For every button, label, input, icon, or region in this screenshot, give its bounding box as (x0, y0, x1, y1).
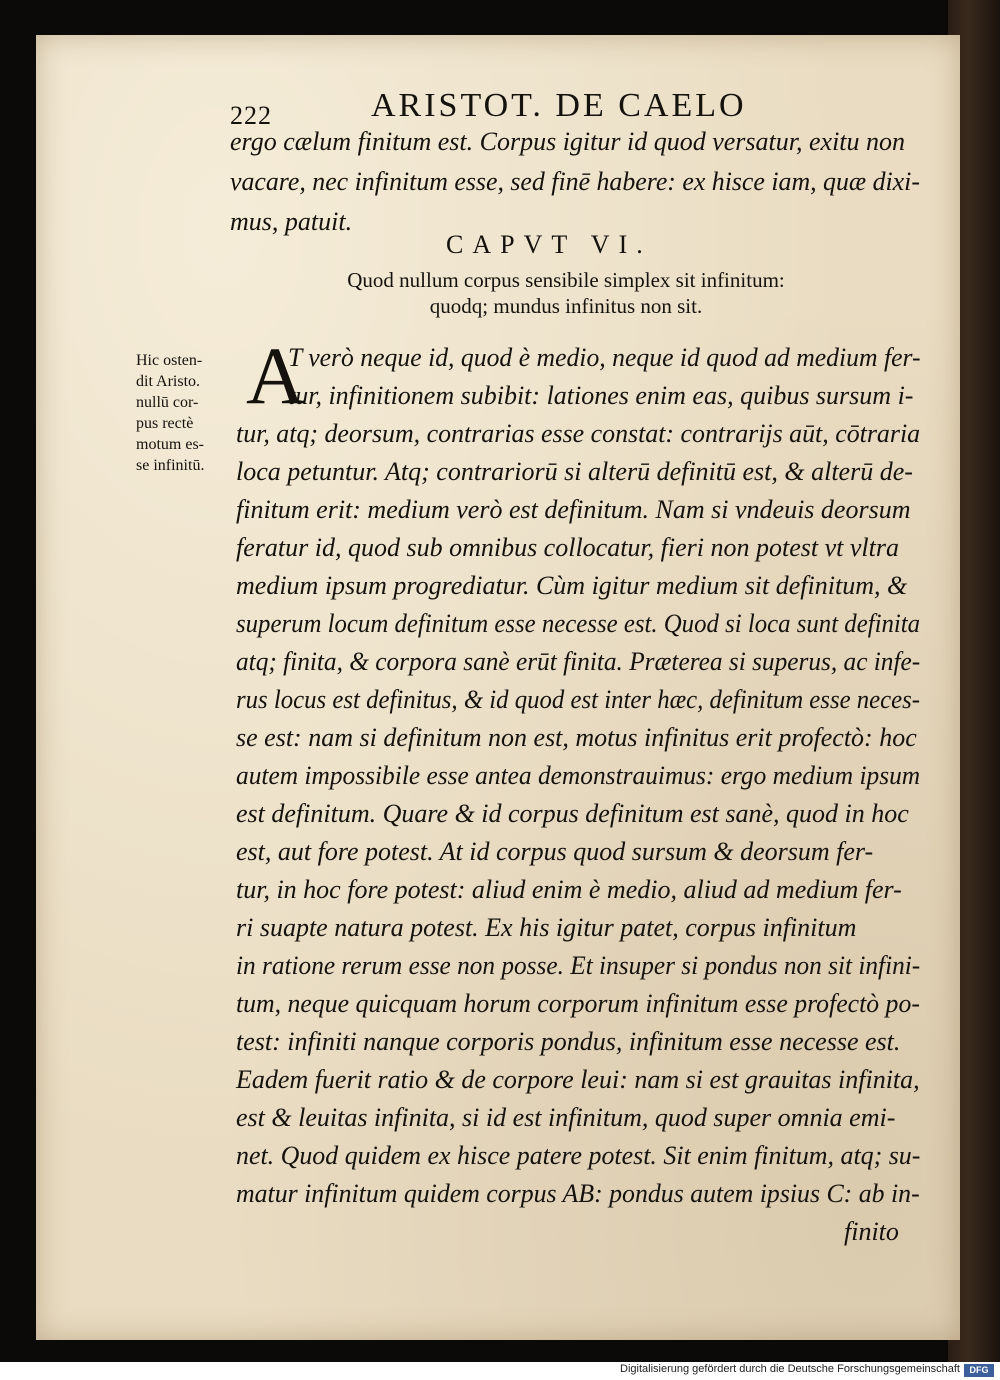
intro-line: vacare, nec infinitum esse, sed finē habere: ex hisce iam, quæ dixi- (230, 167, 920, 196)
body-line: autem impossibile esse antea demonstrauimus: ergo medium ipsum (236, 761, 921, 790)
margin-note-line: motum es- (136, 436, 204, 453)
body-line: medium ipsum progrediatur. Cùm igitur medium sit definitum, & (236, 571, 908, 600)
intro-line: mus, patuit. (230, 207, 353, 236)
margin-note-line: dit Aristo. (136, 373, 201, 390)
dfg-logo: DFG (964, 1364, 994, 1377)
intro-line: ergo cælum finitum est. Corpus igitur id quod versatur, exitu non (230, 127, 906, 156)
body-line: est, aut fore potest. At id corpus quod sursum & deorsum fer- (236, 837, 874, 866)
body-line: rus locus est definitus, & id quod est inter hæc, definitum esse neces- (236, 685, 921, 714)
chapter-summary-line: quodq; mundus infinitus non sit. (429, 294, 703, 318)
page-number: 222 (230, 101, 272, 130)
margin-note-line: pus rectè (136, 415, 194, 432)
body-line: matur infinitum quidem corpus AB: pondus autem ipsius C: ab in- (236, 1179, 920, 1208)
body-line: T verò neque id, quod è medio, neque id quod ad medium fer- (288, 343, 921, 372)
running-head: ARISTOT. DE CAELO (371, 87, 747, 124)
chapter-summary-line: Quod nullum corpus sensibile simplex sit infinitum: (347, 268, 785, 292)
body-line: est definitum. Quare & id corpus definitum est sanè, quod in hoc (236, 799, 909, 828)
catchword: finito (844, 1217, 899, 1246)
body-line: tur, infinitionem subibit: lationes enim eas, quibus sursum i- (288, 381, 914, 410)
chapter-heading: CAPVT VI. (446, 230, 652, 259)
body-line: tum, neque quicquam horum corporum infinitum esse profectò po- (236, 989, 920, 1018)
body-line: superum locum definitum esse necesse est. Quod si loca sunt definita (236, 609, 921, 638)
body-line: finitum erit: medium verò est definitum. Nam si vndeuis deorsum (236, 495, 911, 524)
body-line: se est: nam si definitum non est, motus infinitus erit profectò: hoc (236, 723, 917, 752)
chapter-summary (276, 267, 856, 319)
body-line: tur, in hoc fore potest: aliud enim è medio, aliud ad medium fer- (236, 875, 902, 904)
book-page (36, 35, 960, 1340)
margin-note (136, 350, 236, 476)
body-line: atq; finita, & corpora sanè erūt finita. Præterea si superus, ac infe- (236, 647, 921, 676)
body-line: Eadem fuerit ratio & de corpore leui: nam si est grauitas infinita, (236, 1065, 920, 1094)
margin-note-line: Hic osten- (136, 352, 203, 369)
body-line: loca petuntur. Atq; contrariorū si alterū definitū est, & alterū de- (236, 457, 913, 486)
footer-credit: Digitalisierung gefördert durch die Deutsche Forschungsgemeinschaft (620, 1363, 960, 1375)
body-line: test: infiniti nanque corporis pondus, infinitum esse necesse est. (236, 1027, 901, 1056)
footer-bar (0, 1362, 1000, 1380)
margin-note-line: se infinitū. (136, 457, 205, 474)
margin-note-line: nullū cor- (136, 394, 199, 411)
body-line: in ratione rerum esse non posse. Et insuper si pondus non sit infini- (236, 951, 921, 980)
drop-cap: A (246, 330, 306, 421)
body-line: tur, atq; deorsum, contrarias esse constat: contrarijs aūt, cōtraria (236, 419, 921, 448)
body-line: est & leuitas infinita, si id est infinitum, quod super omnia emi- (236, 1103, 896, 1132)
body-line: ri suapte natura potest. Ex his igitur patet, corpus infinitum (236, 913, 857, 942)
body-line: feratur id, quod sub omnibus collocatur, fieri non potest vt vltra (236, 533, 899, 562)
body-line: net. Quod quidem ex hisce patere potest. Sit enim finitum, atq; su- (236, 1141, 921, 1170)
